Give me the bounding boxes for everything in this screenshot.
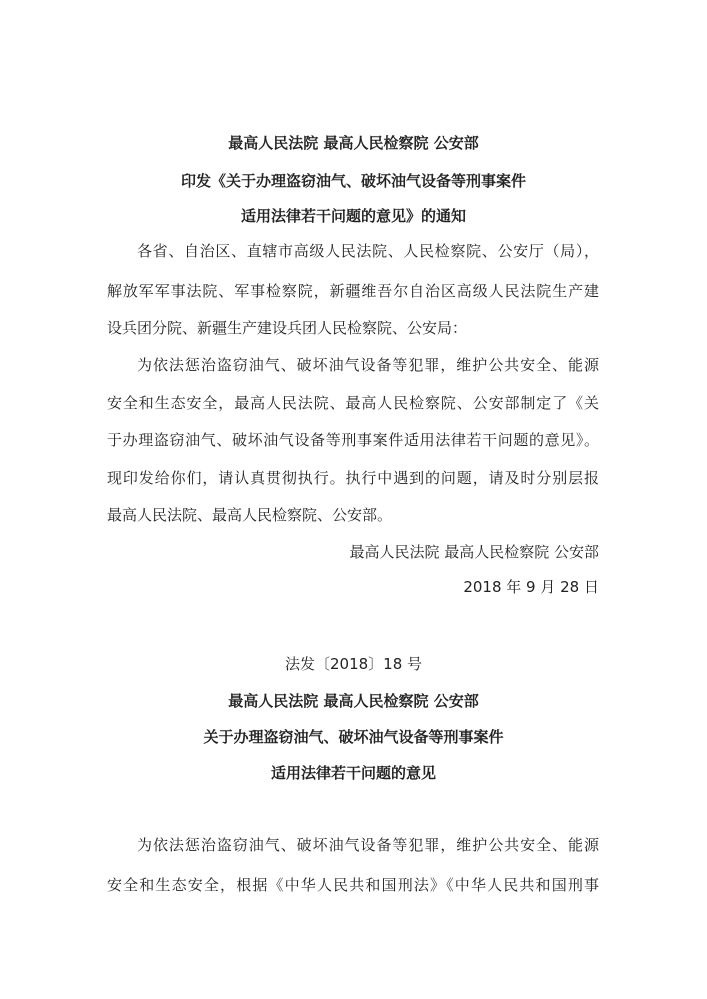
opinion-body-line-1: 为依法惩治盗窃油气、破坏油气设备等犯罪，维护公共安全、能源 [137,836,599,854]
notice-title-line-2: 印发《关于办理盗窃油气、破坏油气设备等刑事案件 [180,172,526,190]
notice-title-line-3: 适用法律若干问题的意见》的通知 [240,207,466,225]
notice-body-line-5: 最高人民法院、最高人民检察院、公安部。 [107,506,393,524]
notice-body-line-2: 安全和生态安全，最高人民法院、最高人民检察院、公安部制定了《关 [107,394,599,412]
notice-date: 2018 年 9 月 28 日 [463,578,599,596]
notice-body-line-1: 为依法惩治盗窃油气、破坏油气设备等犯罪，维护公共安全、能源 [137,356,599,374]
addressee-line-1: 各省、自治区、直辖市高级人民法院、人民检察院、公安厅（局）， [137,242,599,260]
notice-body-line-4: 现印发给你们，请认真贯彻执行。执行中遇到的问题，请及时分别层报 [107,469,599,487]
addressee-line-3: 设兵团分院、新疆生产建设兵团人民检察院、公安局： [107,319,468,337]
notice-title-line-1: 最高人民法院 最高人民检察院 公安部 [228,134,479,152]
opinion-doc-number: 法发〔2018〕18 号 [284,655,423,673]
notice-body-line-3: 于办理盗窃油气、破坏油气设备等刑事案件适用法律若干问题的意见》。 [107,431,599,449]
opinion-title-line-3: 适用法律若干问题的意见 [270,764,436,782]
addressee-line-2: 解放军军事法院、军事检察院，新疆维吾尔自治区高级人民法院生产建 [107,282,599,300]
opinion-title-line-2: 关于办理盗窃油气、破坏油气设备等刑事案件 [203,728,504,746]
notice-signature: 最高人民法院 最高人民检察院 公安部 [349,543,599,561]
opinion-title-line-1: 最高人民法院 最高人民检察院 公安部 [228,692,479,710]
opinion-body-line-2: 安全和生态安全，根据《中华人民共和国刑法》《中华人民共和国刑事 [107,876,599,894]
